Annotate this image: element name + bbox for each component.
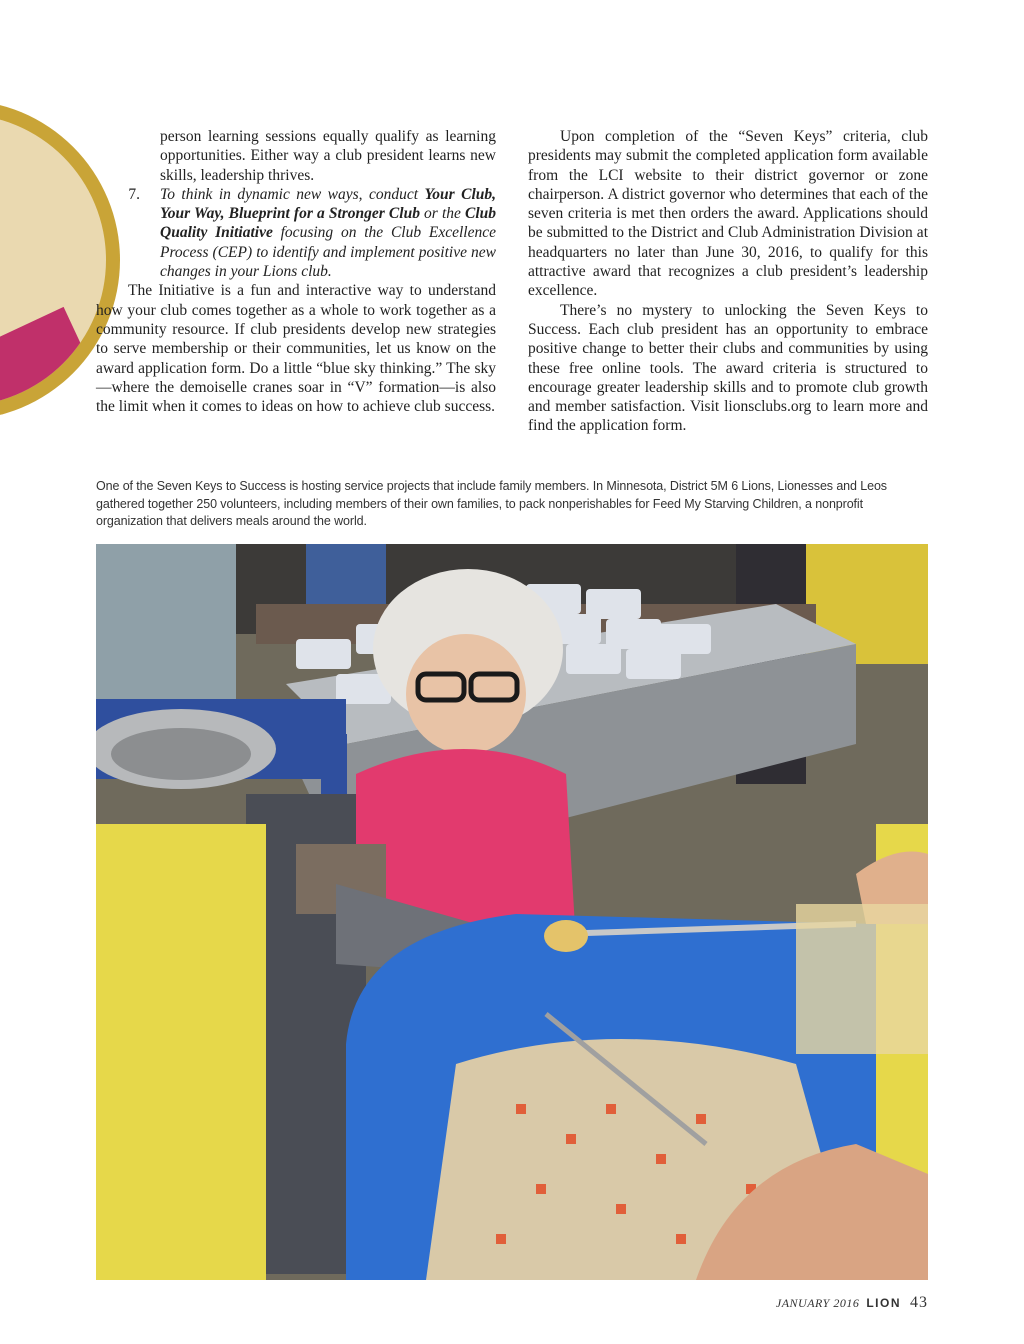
body-paragraph: There’s no mystery to unlocking the Seven Keys to Success. Each club president has an opportunity to embrace positive change to better their clubs and communities by using these free online tools. The award criteria is structured to encourage greater leadership skills and to promote club growth and member satisfaction. Visit lionsclubs.org to learn more and find the application form. [528,301,928,435]
medallion-inner [0,114,106,406]
list-item-number: 7. [128,185,140,203]
medallion-accent [0,307,93,406]
right-column [528,127,928,436]
item7-bold-a: Your Club, Your Way, Blueprint for a Stronger Club [160,185,496,223]
list-continuation: person learning sessions equally qualify as learning opportunities. Either way a club president learns new skills, leadership thrives. [160,128,496,184]
body-paragraph: The Initiative is a fun and interactive way to understand how your club comes together as a whole to work together as a community resource. If club presidents develop new strategies to serve membership or their communities, let us know on the award application form. Do a little “blue sky thinking.” The sky—where the demoiselle cranes soar in “V” formation—is also the limit when it comes to ideas on how to achieve club success. [96,282,496,416]
list-item-7 [96,185,496,281]
footer-month: JANUARY 2016 [775,1296,860,1310]
photo [96,544,928,1280]
left-column [96,127,496,416]
item7-bold-b: Club Quality Initiative [160,205,497,242]
page-footer [776,1294,928,1312]
item7-text-a: To think in dynamic new ways, conduct [160,185,425,203]
item7-text-b: or the [419,205,465,223]
list-item-text [160,185,496,281]
footer-magazine: LION [866,1296,901,1310]
item7-text-c: focusing on the Club Excellence Process (CEP) to identify and implement positive new changes in your Lions club. [160,224,496,281]
photo-caption: One of the Seven Keys to Success is hosting service projects that include family members. In Minnesota, District 5M 6 Lions, Lionesses and Leos gathered together 250 volunteers, including members of their own families, to pack nonperishables for Feed My Starving Children, a nonprofit organization that delivers meals around the world. [96,479,887,528]
page-number: 43 [910,1294,928,1311]
photo-illustration [96,544,928,1280]
body-paragraph: Upon completion of the “Seven Keys” criteria, club presidents may submit the completed application form available from the LCI website to their district governor or zone chairperson. A district governor who determines that each of the seven criteria is met then orders the award. Applications should be submitted to the District and Club Administration Division at headquarters no later than June 30, 2016, to qualify for this attractive award that recognizes a club president’s leadership excellence. [528,128,928,300]
